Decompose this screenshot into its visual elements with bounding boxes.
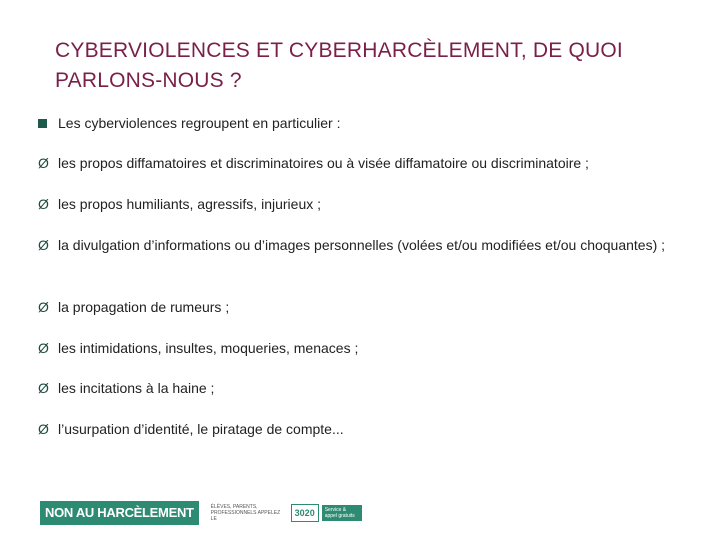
service-note: Service & appel gratuits: [322, 505, 362, 521]
arrow-bullet-icon: Ø: [38, 299, 49, 315]
list-item: [38, 297, 688, 317]
list-item-text: les propos humiliants, agressifs, injurieux ;: [58, 196, 322, 212]
list-item: [38, 338, 688, 358]
footer-tagline: ÉLÈVES, PARENTS, PROFESSIONNELS APPELEZ LE: [210, 504, 281, 522]
helpline-number: 3020: [291, 504, 319, 522]
list-item-text: l’usurpation d’identité, le piratage de compte...: [58, 421, 344, 437]
title-line-2: PARLONS-NOUS ?: [55, 69, 242, 92]
non-au-harcelement-logo: NON AU HARCÈLEMENT: [40, 501, 199, 525]
arrow-bullet-icon: Ø: [38, 237, 49, 253]
list-item-text: les incitations à la haine ;: [58, 380, 215, 396]
list-item: [38, 419, 688, 439]
slide-title: [55, 36, 695, 96]
list-item: [38, 153, 688, 173]
arrow-bullet-icon: Ø: [38, 340, 49, 356]
arrow-bullet-icon: Ø: [38, 155, 49, 171]
list-item-text: la divulgation d’informations ou d’images personnelles (volées et/ou modifiées et/ou choquantes) ;: [58, 237, 666, 253]
intro-line: [38, 115, 678, 131]
list-item-text: les intimidations, insultes, moqueries, menaces ;: [58, 340, 359, 356]
list-item: [38, 235, 688, 255]
list-item: [38, 194, 688, 214]
list-item-text: les propos diffamatoires et discriminatoires ou à visée diffamatoire ou discriminatoire ;: [58, 155, 589, 171]
title-line-1: CYBERVIOLENCES ET CYBERHARCÈLEMENT, DE QUOI: [55, 39, 623, 62]
square-bullet-icon: [38, 119, 47, 128]
list-item-text: la propagation de rumeurs ;: [58, 299, 230, 315]
intro-text: Les cyberviolences regroupent en particulier :: [58, 115, 341, 131]
list-item: [38, 378, 688, 398]
arrow-bullet-icon: Ø: [38, 421, 49, 437]
arrow-bullet-icon: Ø: [38, 196, 49, 212]
footer-logo-bar: [40, 500, 362, 526]
arrow-bullet-icon: Ø: [38, 380, 49, 396]
